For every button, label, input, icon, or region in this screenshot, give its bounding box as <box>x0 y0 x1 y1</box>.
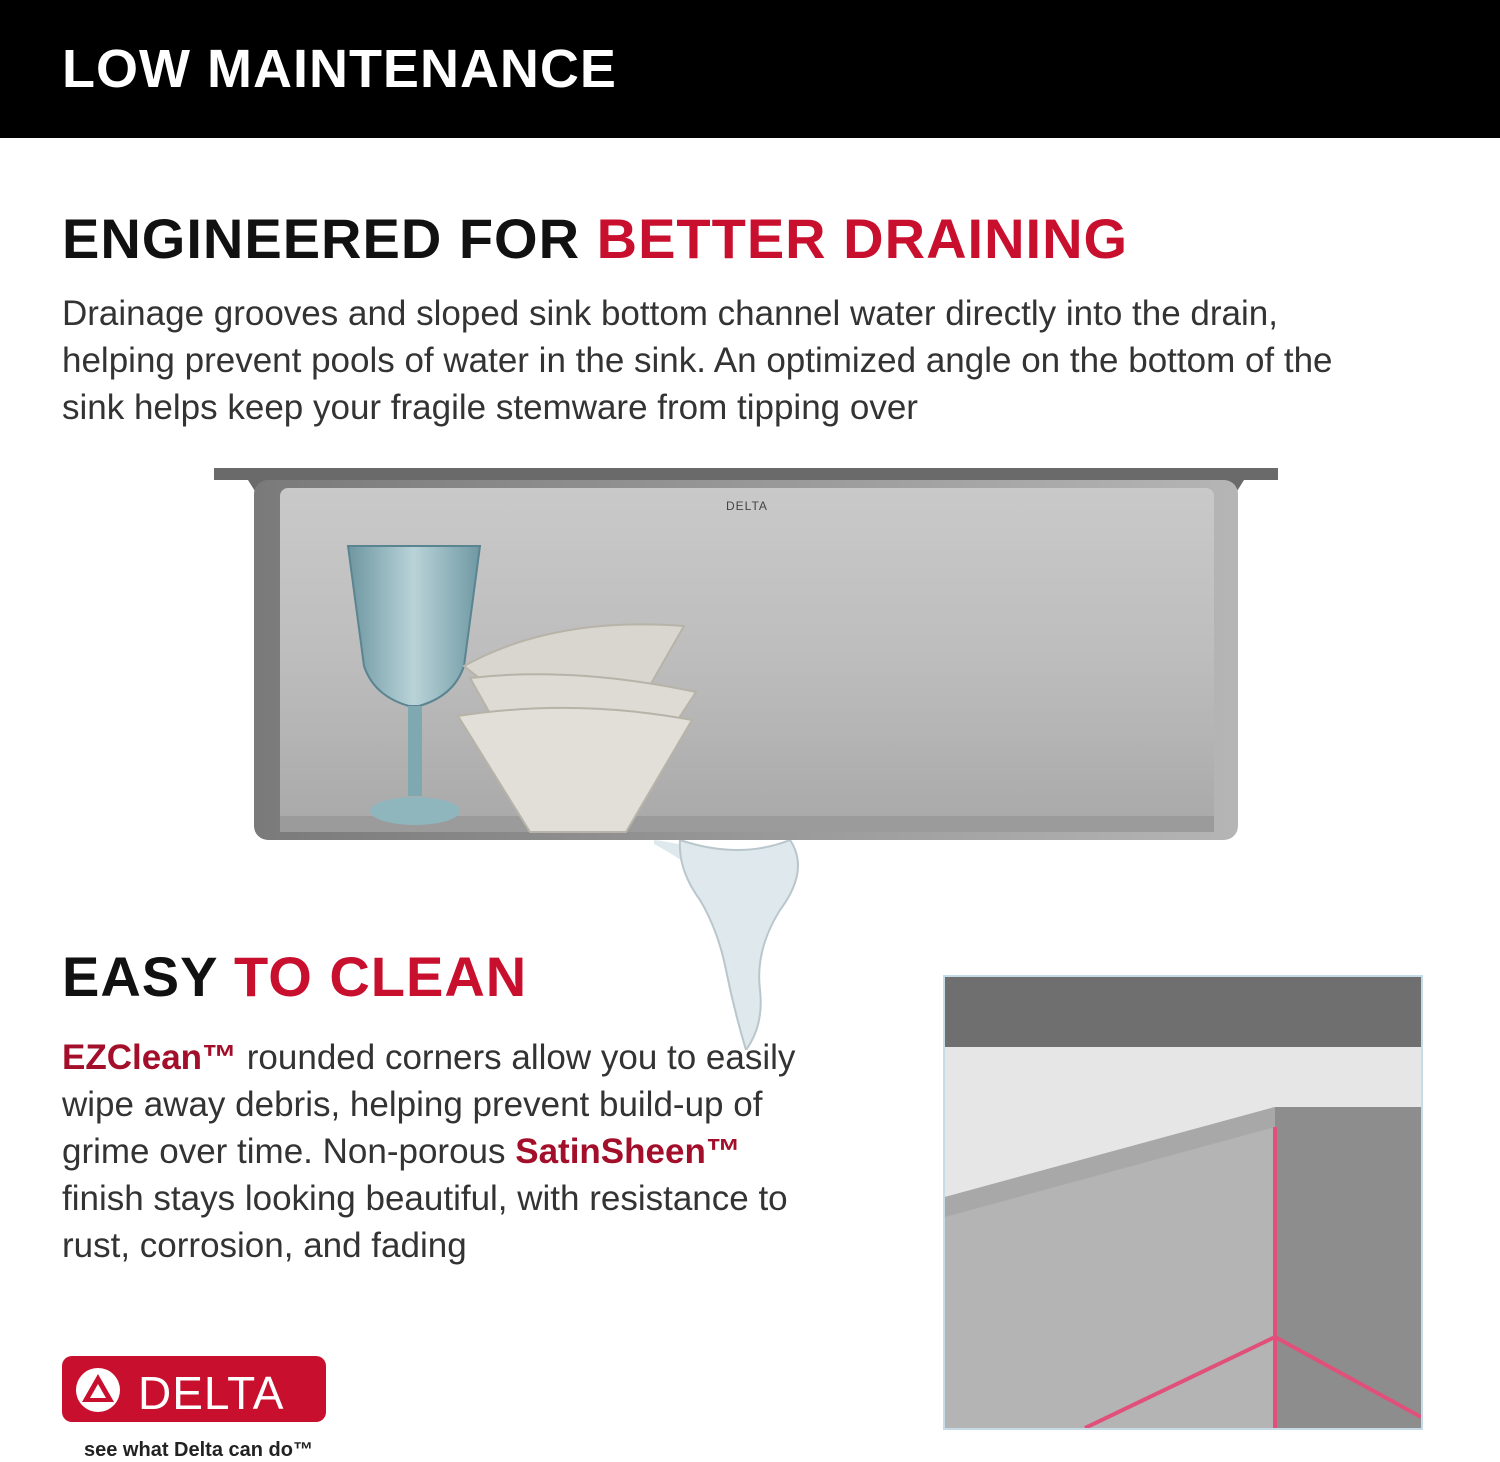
heading-accent: BETTER DRAINING <box>596 207 1129 270</box>
sink-illustration <box>214 466 1278 886</box>
page-title: LOW MAINTENANCE <box>62 39 617 99</box>
corner-illustration <box>945 977 1421 1428</box>
delta-triangle-icon <box>74 1366 122 1414</box>
logo-wordmark: DELTA <box>138 1367 285 1419</box>
header-bar <box>0 0 1500 138</box>
water-splash <box>660 840 840 1050</box>
clean-text-1: rounded corners allow you to easily wipe away debris, helping prevent build-up of grime over time. Non-porous <box>62 1038 796 1171</box>
sink-brand-label: DELTA <box>726 499 768 513</box>
clean-description <box>62 1034 822 1269</box>
heading-accent: TO CLEAN <box>234 945 528 1008</box>
draining-description: Drainage grooves and sloped sink bottom channel water directly into the drain, helping prevent pools of water in the sink. An optimized angle on the bottom of the sink helps keep your fragile stemware from tipping over <box>62 294 1333 427</box>
heading-plain: EASY <box>62 945 235 1008</box>
clean-text-2: finish stays looking beautiful, with resistance to rust, corrosion, and fading <box>62 1179 788 1265</box>
delta-logo <box>62 1356 326 1422</box>
logo-tagline: see what Delta can do™ <box>84 1439 313 1461</box>
heading-plain: ENGINEERED FOR <box>62 207 597 270</box>
ezclean-term: EZClean™ <box>62 1038 238 1077</box>
satinsheen-term: SatinSheen™ <box>515 1132 741 1171</box>
section-heading-clean <box>62 944 527 1009</box>
corner-detail-photo <box>943 975 1423 1430</box>
section-heading-draining <box>62 206 1128 271</box>
